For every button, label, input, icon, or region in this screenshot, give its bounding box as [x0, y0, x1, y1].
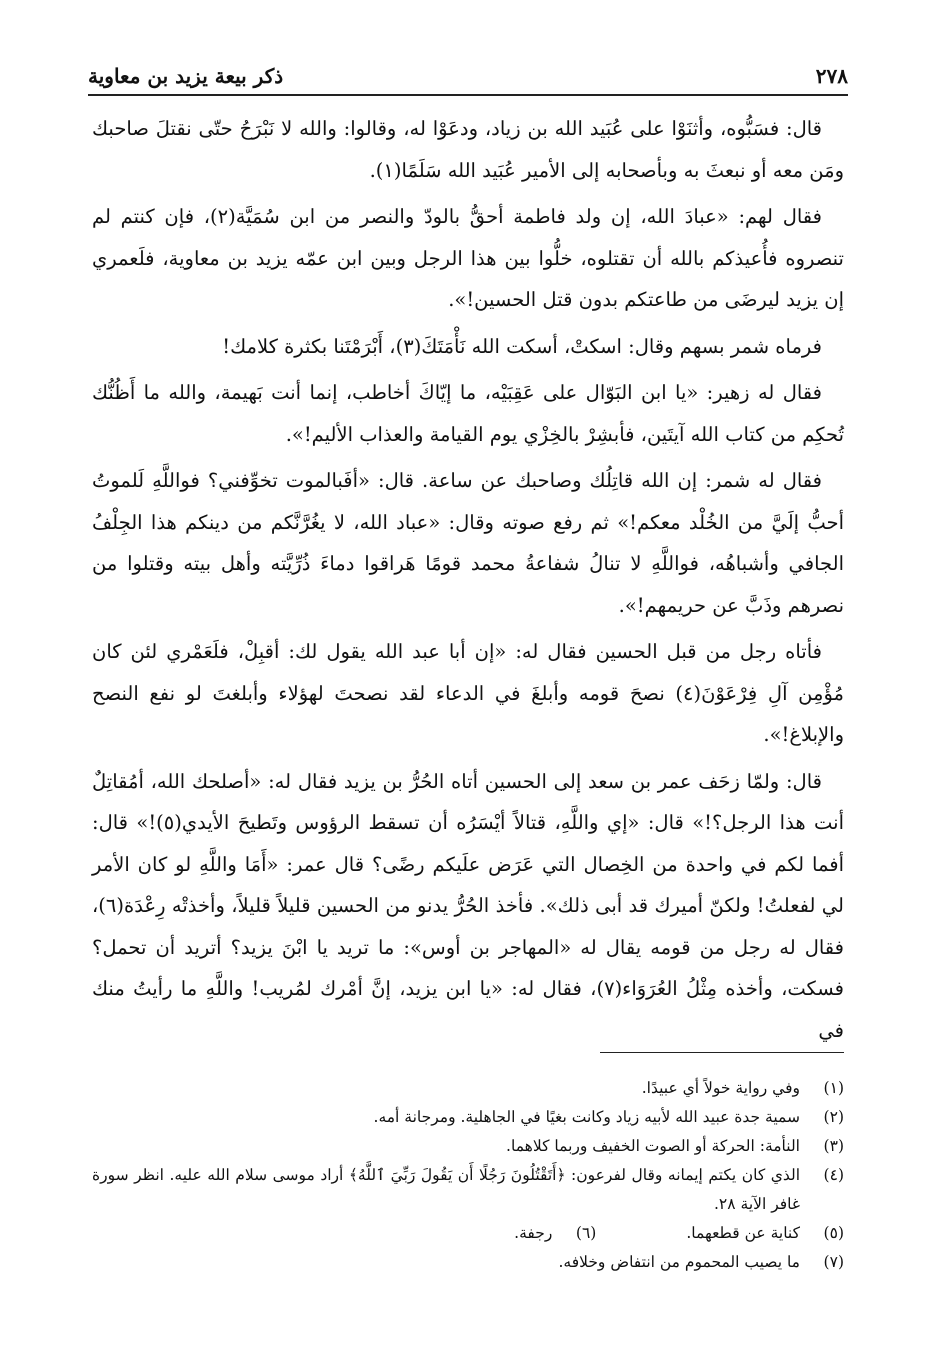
- footnote-number: (٢): [823, 1108, 844, 1126]
- footnote-row: [92, 1219, 844, 1248]
- paragraph: فقال له شمر: إن الله قاتِلُك وصاحبك عن ساعة. قال: «أفَبالموت تخوِّفني؟ فواللَّهِ لَلموتُ أحبُّ إلَيَّ من الخُلْد معكم!» ثم رفع صوته وقال: «عباد الله، لا يغُرَّنَّكم من دينكم هذا الجِلْفُ الجافي وأشباهُه، فواللَّهِ لا تنالُ شفاعةُ محمد قومًا هَراقوا دماءَ ذُرِّيَّته وأهل بيته وقتلوا من نصرهم وذَبَّ عن حريمهم!».: [92, 469, 844, 617]
- footnote-text: ما يصيب المحموم من انتفاض وخلافه.: [558, 1253, 800, 1271]
- footnote-text: رجفة.: [514, 1224, 553, 1242]
- footnote-number: (٣): [823, 1137, 844, 1155]
- paragraph: قال: فسَبُّوه، وأثنَوْا على عُبَيد الله بن زياد، ودعَوْا له، وقالوا: والله لا نَبْرَحُ حتّى نقتلَ صاحبك ومَن معه أو نبعثَ به وبأصحابه إلى الأمير عُبَيد الله سَلَمًا(١).: [92, 117, 844, 182]
- paragraph: فأتاه رجل من قبل الحسين فقال له: «إن أبا عبد الله يقول لك: أقبِلْ، فلَعَمْري لئن كان مُؤْمِن آلِ فِرْعَوْنَ(٤) نصحَ قومه وأبلغَ في الدعاء لقد نصحتَ لهؤلاء وأبلغتَ لو نفع النصح والإبلاغ!».: [92, 640, 844, 746]
- footnote-number: (٦): [575, 1224, 597, 1242]
- page-number: ٢٧٨: [815, 64, 848, 88]
- main-text: [92, 108, 844, 1056]
- footnote: [92, 1161, 844, 1219]
- footnote-text: الذي كان يكتم إيمانه وقال لفرعون: ﴿أَتَقْتُلُونَ رَجُلًا أَن يَقُولَ رَبِّيَ ٱللَّهُ﴾ أراد موسى سلام الله عليه. انظر سورة غافر الآية ٢٨.: [92, 1166, 800, 1213]
- footnote: [92, 1132, 844, 1161]
- footnote: [92, 1248, 844, 1277]
- footnote-text: كناية عن قطعهما.: [686, 1224, 800, 1242]
- paragraph: قال: ولمّا زحَف عمر بن سعد إلى الحسين أتاه الحُرُّ بن يزيد فقال له: «أصلحك الله، أمُقاتِلٌ أنت هذا الرجل؟!» قال: «إي واللَّهِ، قتالاً أيْسَرُه أن تسقط الرؤوس وتَطيحَ الأيدي(٥)!» قال: أفما لكم في واحدة من الخِصال التي عَرَض علَيكم رضًى؟ قال عمر: «أَمَا واللَّهِ لو كان الأمر لي لفعلتُ! ولكنّ أميرك قد أبى ذلك». فأخذ الحُرُّ يدنو من الحسين قليلاً قليلاً، وأخذتْه رِعْدَة(٦)، فقال له رجل من قومه يقال له «المهاجر بن أوس»: ما تريد يا ابْنَ يزيد؟ أتريد أن تحمل؟ فسكت، وأخذه مِثْلُ العُرَوَاء(٧)، فقال له: «يا ابن يزيد، إنَّ أمْرك لمُريب! واللَّهِ ما رأيتُ منك في: [92, 769, 844, 1042]
- footnotes: [92, 1074, 844, 1277]
- running-title: ذكر بيعة يزيد بن معاوية: [88, 64, 284, 88]
- footnote-number: (١): [823, 1079, 844, 1097]
- footnote-number: (٤): [823, 1166, 844, 1184]
- footnote-text: وفي رواية خولاً أي عبيدًا.: [641, 1079, 800, 1097]
- footnote-number: (٥): [823, 1224, 844, 1242]
- footnote: [92, 1103, 844, 1132]
- footnote-number: (٧): [823, 1253, 844, 1271]
- footnote: [686, 1219, 844, 1248]
- paragraph: فقال لهم: «عبادَ الله، إن ولد فاطمة أحقُّ بالودّ والنصر من ابن سُمَيَّة(٢)، فإن كنتم لم تنصروه فأُعيذكم بالله أن تقتلوه، خلُّوا بين هذا الرجل وبين ابن عمّه يزيد بن معاوية، فلَعمري إن يزيد ليرضَى من طاعتكم بدون قتل الحسين!».: [92, 205, 844, 311]
- running-header: [88, 58, 848, 96]
- footnote: [514, 1219, 596, 1248]
- footnote-text: النأمة: الحركة أو الصوت الخفيف وربما كلاهما.: [506, 1137, 800, 1155]
- footnote-text: سمية جدة عبيد الله لأبيه زياد وكانت بغيًا في الجاهلية. ومرجانة أمه.: [373, 1108, 800, 1126]
- paragraph: فقال له زهير: «يا ابن البَوّال على عَقِبَيْه، ما إيّاكَ أخاطب، إنما أنت بَهيمة، والله ما أَظُنُّك تُحكِم من كتاب الله آيتَين، فأبشِرْ بالخِزْي يوم القيامة والعذاب الأليم!».: [92, 381, 844, 446]
- footnote: [92, 1074, 844, 1103]
- footnote-divider: [600, 1052, 844, 1053]
- paragraph: فرماه شمر بسهم وقال: اسكتْ، أسكت الله نَأْمَتَكَ(٣)، أَبْرَمْتَنا بكثرة كلامك!: [222, 334, 822, 358]
